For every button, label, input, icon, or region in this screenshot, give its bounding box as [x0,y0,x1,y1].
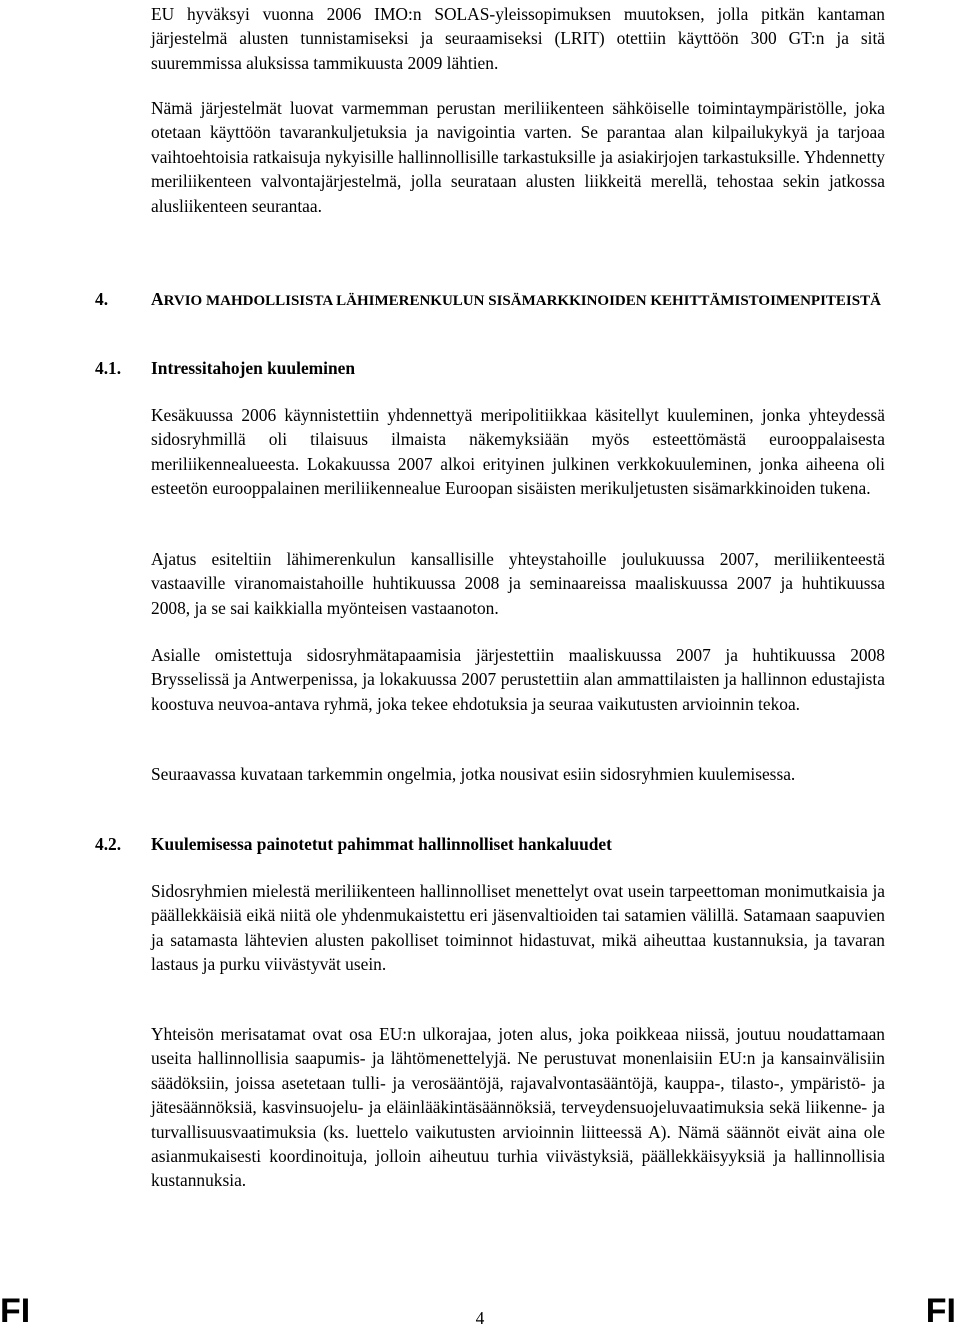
paragraph-community-seaports: Yhteisön merisatamat ovat osa EU:n ulkorajaa, joten alus, joka poikkeaa niissä, joutuu noudattamaan useita hallinnollisia saapumis- ja lähtömenettelyjä. Ne perustuvat monenlaisiin EU:n ja kansainvälisiin säädöksiin, joissa asetetaan tulli- ja verosääntöjä, rajavalvontasääntöjä, kauppa-, tilasto-, ympäristö- ja jätesäännöksiä, kasvinsuojelu- ja eläinlääkintäsäännöksiä, terveydensuojeluvaatimuksia sekä liikenne- ja turvallisuusvaatimuksia (ks. luettelo vaikutusten arvioinnin liitteessä A). Nämä säännöt eivät aina ole asianmukaisesti koordinoituja, jolloin aiheutuu turhia viivästyksiä, päällekkäisyyksiä ja hallinnollisia kustannuksia. [151,1024,885,1191]
paragraph-idea-presented: Ajatus esiteltiin lähimerenkulun kansallisille yhteystahoille joulukuussa 2007, meriliikenteestä vastaaville viranomaistahoille huhtikuussa 2008 ja seminaareissa maaliskuussa 2007 ja huhtikuussa 2008, ja se sai kaikkialla myönteisen vastaanoton. [151,549,885,618]
section-title-4-2: Kuulemisessa painotetut pahimmat hallinnolliset hankaluudet [151,834,612,854]
section-title-4-rest: RVIO MAHDOLLISISTA LÄHIMERENKULUN SISÄMARKKINOIDEN KEHITTÄMISTOIMENPITEISTÄ [163,293,881,309]
section-number-4-1: 4.1. [95,358,122,378]
paragraph-electronic-environment: Nämä järjestelmät luovat varmemman perustan meriliikenteen sähköiselle toimintaympäristölle, joka otetaan käyttöön tavarankuljetuksia ja navigointia varten. Se parantaa alan kilpailukykyä ja tarjoaa vaihtoehtoisia ratkaisuja nykyisille hallinnollisille tarkastuksille ja asiakirjojen tarkastuksille. Yhdennetty meriliikenteen valvontajärjestelmä, jolla seurataan alusten liikkeitä merellä, tehostaa sekin jatkossa alusliikenteen seurantaa. [151,98,885,216]
paragraph-lrit-adoption: EU hyväksyi vuonna 2006 IMO:n SOLAS-yleissopimuksen muutoksen, jolla pitkän kantaman järjestelmä alusten tunnistamiseksi ja seuraamiseksi (LRIT) otettiin käyttöön 300 GT:n ja sitä suuremmissa aluksissa tammikuusta 2009 lähtien. [151,4,885,73]
paragraph-consultation-2006: Kesäkuussa 2006 käynnistettiin yhdennettyä meripolitiikkaa käsitellyt kuuleminen, jonka yhteydessä sidosryhmillä oli tilaisuus ilmaista näkemyksiään myös esteettömästä eurooppalaisesta meriliikennealueesta. Lokakuussa 2007 alkoi erityinen julkinen verkkokuuleminen, jonka aiheena oli esteetön eurooppalainen meriliikennealue Euroopan sisäisten merikuljetusten sisämarkkinoiden tukena. [151,405,885,499]
footer-page-number: 4 [475,1308,485,1328]
paragraph-stakeholder-opinion: Sidosryhmien mielestä meriliikenteen hallinnolliset menettelyt ovat usein tarpeettoman monimutkaisia ja päällekkäisiä eikä niitä ole yhdenmukaistettu eri jäsenvaltioiden tai satamien välillä. Satamaan saapuvien ja satamasta lähtevien alusten pakolliset toiminnot hidastuvat, mikä aiheuttaa kustannuksia, ja tavaran lastaus ja purku viivästyvät usein. [151,881,885,975]
section-title-4-1: Intressitahojen kuuleminen [151,358,356,378]
footer-language-left: FI [0,1292,31,1330]
paragraph-following-problems: Seuraavassa kuvataan tarkemmin ongelmia, jotka nousivat esiin sidosryhmien kuulemisessa. [151,764,796,784]
section-title-4 [151,287,885,313]
section-number-4: 4. [95,289,109,309]
section-number-4-2: 4.2. [95,834,122,854]
paragraph-stakeholder-meetings: Asialle omistettuja sidosryhmätapaamisia järjestettiin maaliskuussa 2007 ja huhtikuussa 2008 Brysselissä ja Antwerpenissa, ja lokakuussa 2007 perustettiin alan ammattilaisten ja hallinnon edustajista koostuva neuvoa-antava ryhmä, joka tekee ehdotuksia ja seuraa vaikutusten arvioinnin tekoa. [151,645,885,714]
section-title-4-initial: A [151,289,164,309]
footer-language-right: FI [925,1292,956,1330]
